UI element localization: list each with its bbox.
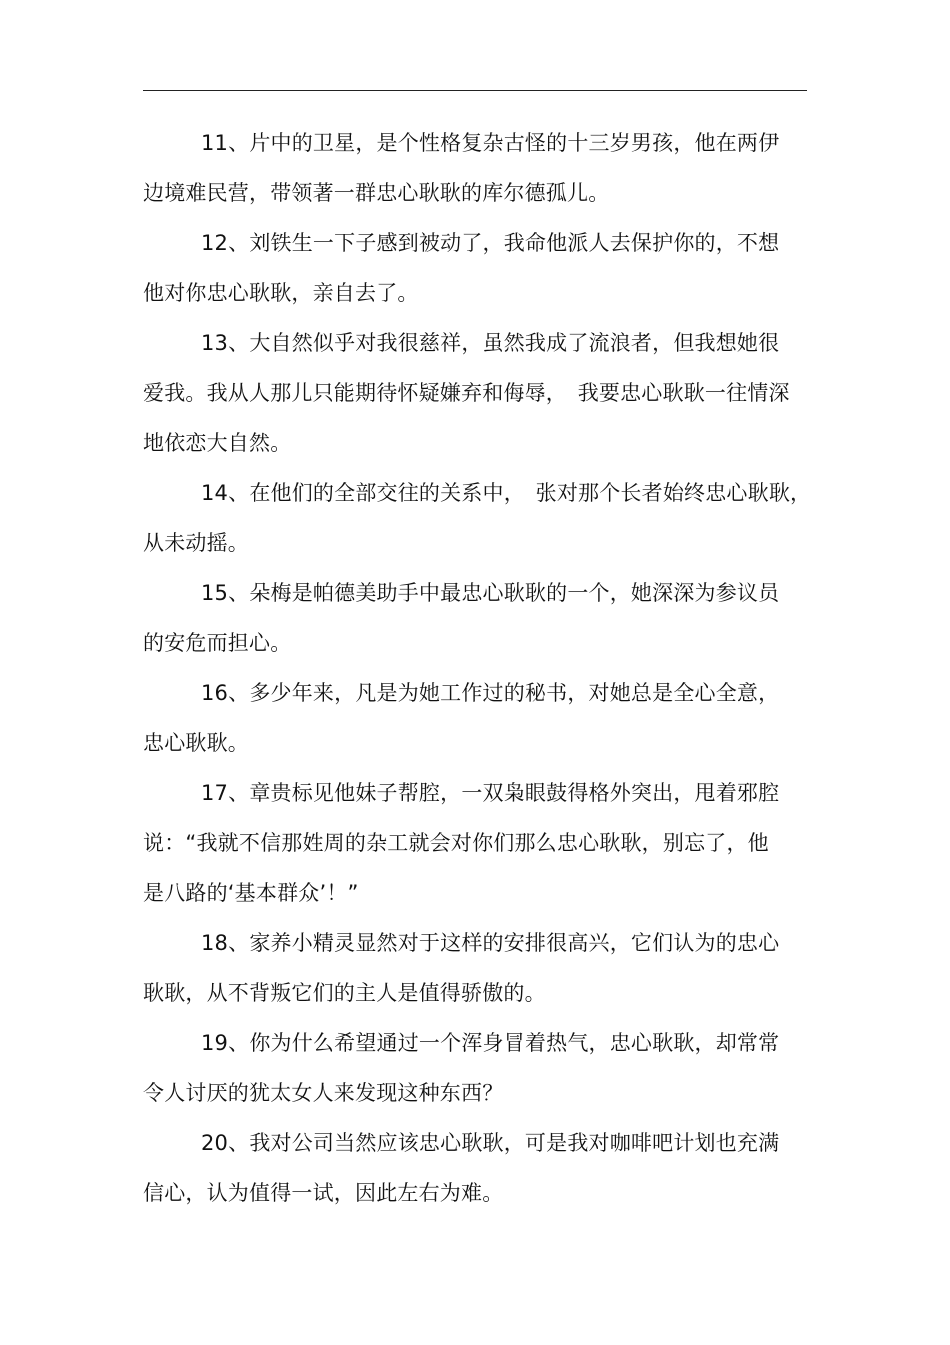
paragraph-line: 19、你为什么希望通过一个浑身冒着热气，忠心耿耿，却常常 — [201, 1031, 780, 1055]
header-rule — [143, 90, 807, 91]
sentence-paragraph — [143, 1018, 807, 1118]
paragraph-line: 16、多少年来，凡是为她工作过的秘书，对她总是全心全意， — [201, 681, 780, 705]
paragraph-line: 17、章贵标见他妹子帮腔，一双枭眼鼓得格外突出，甩着邪腔 — [201, 781, 780, 805]
paragraph-line: 边境难民营，带领著一群忠心耿耿的库尔德孤儿。 — [143, 181, 610, 205]
paragraph-line: 14、在他们的全部交往的关系中， 张对那个长者始终忠心耿耿， — [201, 481, 812, 505]
sentence-paragraph — [143, 218, 807, 318]
paragraph-line: 从未动摇。 — [143, 531, 249, 555]
paragraph-line: 耿耿，从不背叛它们的主人是值得骄傲的。 — [143, 981, 546, 1005]
sentence-paragraph — [143, 918, 807, 1018]
sentence-paragraph — [143, 468, 812, 568]
sentence-paragraph — [143, 768, 807, 918]
paragraph-line: 爱我。我从人那儿只能期待怀疑嫌弃和侮辱， 我要忠心耿耿一往情深 — [143, 381, 790, 405]
paragraph-line: 忠心耿耿。 — [143, 731, 249, 755]
document-body — [143, 118, 812, 1218]
sentence-paragraph — [143, 318, 807, 468]
paragraph-line: 信心，认为值得一试，因此左右为难。 — [143, 1181, 504, 1205]
sentence-paragraph — [143, 1118, 807, 1218]
paragraph-line: 说：“我就不信那姓周的杂工就会对你们那么忠心耿耿，别忘了，他 — [143, 831, 769, 855]
paragraph-line: 18、家养小精灵显然对于这样的安排很高兴，它们认为的忠心 — [201, 931, 780, 955]
paragraph-line: 他对你忠心耿耿，亲自去了。 — [143, 281, 419, 305]
paragraph-line: 令人讨厌的犹太女人来发现这种东西？ — [143, 1081, 504, 1105]
paragraph-line: 15、朵梅是帕德美助手中最忠心耿耿的一个，她深深为参议员 — [201, 581, 780, 605]
paragraph-line: 20、我对公司当然应该忠心耿耿，可是我对咖啡吧计划也充满 — [201, 1131, 780, 1155]
paragraph-line: 12、刘铁生一下子感到被动了，我命他派人去保护你的，不想 — [201, 231, 780, 255]
paragraph-line: 11、片中的卫星，是个性格复杂古怪的十三岁男孩，他在两伊 — [201, 131, 780, 155]
paragraph-line: 是八路的‘基本群众’！” — [143, 881, 359, 905]
paragraph-line: 13、大自然似乎对我很慈祥，虽然我成了流浪者，但我想她很 — [201, 331, 780, 355]
sentence-paragraph — [143, 668, 807, 768]
sentence-paragraph — [143, 568, 807, 668]
paragraph-line: 地依恋大自然。 — [143, 431, 292, 455]
paragraph-line: 的安危而担心。 — [143, 631, 292, 655]
sentence-paragraph — [143, 118, 807, 218]
